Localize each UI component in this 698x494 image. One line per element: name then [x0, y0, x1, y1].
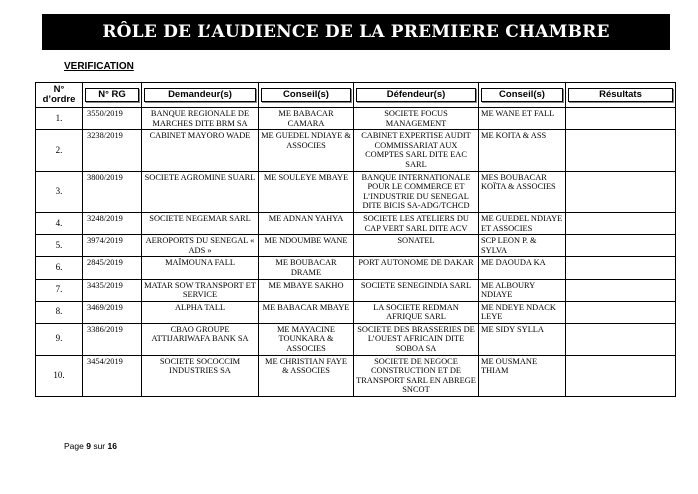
table-row — [36, 323, 676, 355]
row-conseil-defendeur: ME ALBOURY NDIAYE — [479, 279, 566, 301]
page-title: RÔLE DE L’AUDIENCE DE LA PREMIERE CHAMBRE — [102, 22, 610, 42]
row-rg-number: 3386/2019 — [83, 323, 142, 355]
row-demandeur: MAÏMOUNA FALL — [142, 257, 259, 279]
row-conseil-demandeur: ME GUEDEL NDIAYE & ASSOCIES — [259, 130, 354, 171]
row-demandeur: SOCIETE AGROMINE SUARL — [142, 171, 259, 212]
footer-prefix: Page — [64, 441, 87, 451]
header-defendeur-cell — [354, 83, 479, 108]
row-defendeur: SONATEL — [354, 235, 479, 257]
table-row — [36, 108, 676, 130]
row-conseil-demandeur: ME ADNAN YAHYA — [259, 212, 354, 234]
row-demandeur: BANQUE REGIONALE DE MARCHES DITE BRM SA — [142, 108, 259, 130]
row-rg-number: 3454/2019 — [83, 355, 142, 396]
table-row — [36, 171, 676, 212]
footer-page-number: 9 — [86, 441, 91, 451]
row-rg-number: 3800/2019 — [83, 171, 142, 212]
row-resultat — [566, 323, 676, 355]
row-conseil-defendeur: SCP LEON P. & SYLVA — [479, 235, 566, 257]
row-rg-number: 3550/2019 — [83, 108, 142, 130]
row-rg-number: 3238/2019 — [83, 130, 142, 171]
header-conseil-demandeur: Conseil(s) — [261, 88, 351, 102]
header-conseil-defendeur: Conseil(s) — [481, 88, 563, 102]
header-demandeur: Demandeur(s) — [144, 88, 256, 102]
row-demandeur: CBAO GROUPE ATTIJARIWAFA BANK SA — [142, 323, 259, 355]
row-conseil-defendeur: ME SIDY SYLLA — [479, 323, 566, 355]
row-order-number: 8. — [36, 301, 83, 323]
table-header-row — [36, 83, 676, 108]
row-conseil-defendeur: ME KOITA & ASS — [479, 130, 566, 171]
header-resultats-cell — [566, 83, 676, 108]
row-conseil-demandeur: ME MAYACINE TOUNKARA & ASSOCIES — [259, 323, 354, 355]
row-conseil-defendeur: ME NDEYE NDACK LEYE — [479, 301, 566, 323]
table-row — [36, 279, 676, 301]
row-defendeur: CABINET EXPERTISE AUDIT COMMISSARIAT AUX COMPTES SARL DITE EAC SARL — [354, 130, 479, 171]
row-demandeur: CABINET MAYORO WADE — [142, 130, 259, 171]
header-conseil2-cell — [479, 83, 566, 108]
row-order-number: 5. — [36, 235, 83, 257]
header-order-number: N° d’ordre — [36, 83, 83, 108]
row-defendeur: SOCIETE LES ATELIERS DU CAP VERT SARL DITE ACV — [354, 212, 479, 234]
page-footer — [64, 441, 117, 451]
section-heading: VERIFICATION — [64, 61, 134, 72]
row-demandeur: SOCIETE SOCOCCIM INDUSTRIES SA — [142, 355, 259, 396]
row-demandeur: MATAR SOW TRANSPORT ET SERVICE — [142, 279, 259, 301]
row-conseil-demandeur: ME BABACAR CAMARA — [259, 108, 354, 130]
row-resultat — [566, 212, 676, 234]
footer-middle: sur — [90, 441, 108, 451]
row-rg-number: 3469/2019 — [83, 301, 142, 323]
row-resultat — [566, 257, 676, 279]
row-conseil-defendeur: ME OUSMANE THIAM — [479, 355, 566, 396]
row-resultat — [566, 130, 676, 171]
row-conseil-demandeur: ME BABACAR MBAYE — [259, 301, 354, 323]
row-resultat — [566, 301, 676, 323]
header-defendeur: Défendeur(s) — [356, 88, 476, 102]
header-demandeur-cell — [142, 83, 259, 108]
header-resultats: Résultats — [568, 88, 673, 102]
row-conseil-defendeur: ME GUEDEL NDIAYE ET ASSOCIES — [479, 212, 566, 234]
row-order-number: 3. — [36, 171, 83, 212]
row-conseil-demandeur: ME SOULEYE MBAYE — [259, 171, 354, 212]
row-order-number: 1. — [36, 108, 83, 130]
row-order-number: 7. — [36, 279, 83, 301]
table-row — [36, 355, 676, 396]
row-conseil-demandeur: ME CHRISTIAN FAYE & ASSOCIES — [259, 355, 354, 396]
row-demandeur: SOCIETE NEGEMAR SARL — [142, 212, 259, 234]
row-resultat — [566, 171, 676, 212]
row-conseil-demandeur: ME MBAYE SAKHO — [259, 279, 354, 301]
row-conseil-demandeur: ME NDOUMBE WANE — [259, 235, 354, 257]
row-conseil-defendeur: MES BOUBACAR KOÏTA & ASSOCIES — [479, 171, 566, 212]
row-rg-number: 2845/2019 — [83, 257, 142, 279]
row-order-number: 10. — [36, 355, 83, 396]
header-rg: N° RG — [85, 88, 139, 102]
table-row — [36, 212, 676, 234]
row-defendeur: LA SOCIETE REDMAN AFRIQUE SARL — [354, 301, 479, 323]
row-defendeur: SOCIETE DE NEGOCE CONSTRUCTION ET DE TRANSPORT SARL EN ABREGE SNCOT — [354, 355, 479, 396]
row-conseil-demandeur: ME BOUBACAR DRAME — [259, 257, 354, 279]
row-defendeur: SOCIETE DES BRASSERIES DE L’OUEST AFRICAIN DITE SOBOA SA — [354, 323, 479, 355]
row-rg-number: 3974/2019 — [83, 235, 142, 257]
row-resultat — [566, 108, 676, 130]
table-row — [36, 257, 676, 279]
row-conseil-defendeur: ME WANE ET FALL — [479, 108, 566, 130]
row-rg-number: 3435/2019 — [83, 279, 142, 301]
row-order-number: 9. — [36, 323, 83, 355]
header-rg-cell — [83, 83, 142, 108]
row-order-number: 6. — [36, 257, 83, 279]
table-row — [36, 130, 676, 171]
row-resultat — [566, 279, 676, 301]
row-demandeur: AEROPORTS DU SENEGAL « ADS » — [142, 235, 259, 257]
row-order-number: 2. — [36, 130, 83, 171]
row-rg-number: 3248/2019 — [83, 212, 142, 234]
table-row — [36, 301, 676, 323]
hearing-roll-table — [35, 82, 676, 397]
row-demandeur: ALPHA TALL — [142, 301, 259, 323]
row-resultat — [566, 355, 676, 396]
table-row — [36, 235, 676, 257]
row-conseil-defendeur: ME DAOUDA KA — [479, 257, 566, 279]
page-title-banner — [42, 14, 670, 50]
row-defendeur: PORT AUTONOME DE DAKAR — [354, 257, 479, 279]
row-defendeur: SOCIETE SENEGINDIA SARL — [354, 279, 479, 301]
header-conseil1-cell — [259, 83, 354, 108]
row-resultat — [566, 235, 676, 257]
row-defendeur: BANQUE INTERNATIONALE POUR LE COMMERCE ET L’INDUSTRIE DU SENEGAL DITE BICIS SA-ADG/TCHCD — [354, 171, 479, 212]
row-order-number: 4. — [36, 212, 83, 234]
footer-page-total: 16 — [107, 441, 117, 451]
row-defendeur: SOCIETE FOCUS MANAGEMENT — [354, 108, 479, 130]
